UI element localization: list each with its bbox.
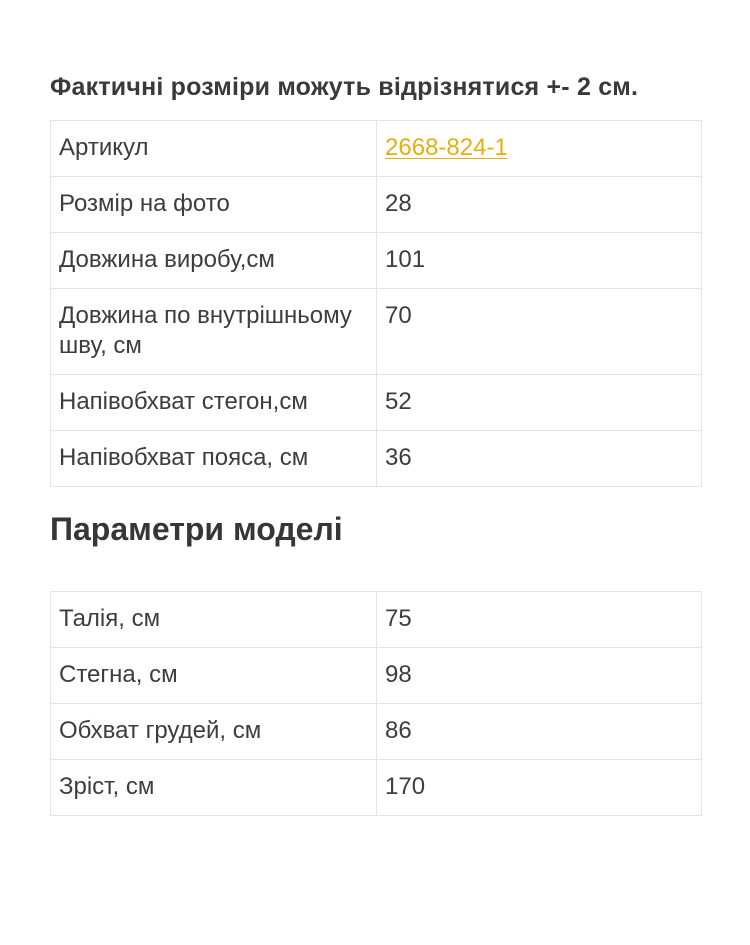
table-row xyxy=(51,289,702,375)
table-row xyxy=(51,121,702,177)
spec-label-sku: Артикул xyxy=(51,121,377,177)
spec-value: 101 xyxy=(377,233,702,289)
spec-value: 28 xyxy=(377,177,702,233)
spec-label: Довжина по внутрішньому шву, см xyxy=(51,289,377,375)
spec-value: 36 xyxy=(377,431,702,487)
table-row xyxy=(51,760,702,816)
sku-link[interactable]: 2668-824-1 xyxy=(385,134,508,161)
model-params-table xyxy=(50,591,702,816)
param-value: 75 xyxy=(377,592,702,648)
table-row xyxy=(51,704,702,760)
size-tolerance-notice: Фактичні розміри можуть відрізнятися +- 2 см. xyxy=(50,73,639,101)
spec-label: Розмір на фото xyxy=(51,177,377,233)
spec-label: Довжина виробу,см xyxy=(51,233,377,289)
table-row xyxy=(51,375,702,431)
spec-value-sku xyxy=(377,121,702,177)
param-value: 86 xyxy=(377,704,702,760)
param-label: Зріст, см xyxy=(51,760,377,816)
param-value: 170 xyxy=(377,760,702,816)
spec-label: Напівобхват стегон,см xyxy=(51,375,377,431)
param-label: Талія, см xyxy=(51,592,377,648)
param-label: Обхват грудей, см xyxy=(51,704,377,760)
table-row xyxy=(51,431,702,487)
spec-label: Напівобхват пояса, см xyxy=(51,431,377,487)
table-row xyxy=(51,233,702,289)
table-row xyxy=(51,177,702,233)
table-row xyxy=(51,648,702,704)
table-row xyxy=(51,592,702,648)
product-details xyxy=(50,66,702,816)
product-specs-table xyxy=(50,120,702,487)
model-params-title: Параметри моделі xyxy=(50,511,343,547)
spec-value: 52 xyxy=(377,375,702,431)
spec-value: 70 xyxy=(377,289,702,375)
param-label: Стегна, см xyxy=(51,648,377,704)
param-value: 98 xyxy=(377,648,702,704)
